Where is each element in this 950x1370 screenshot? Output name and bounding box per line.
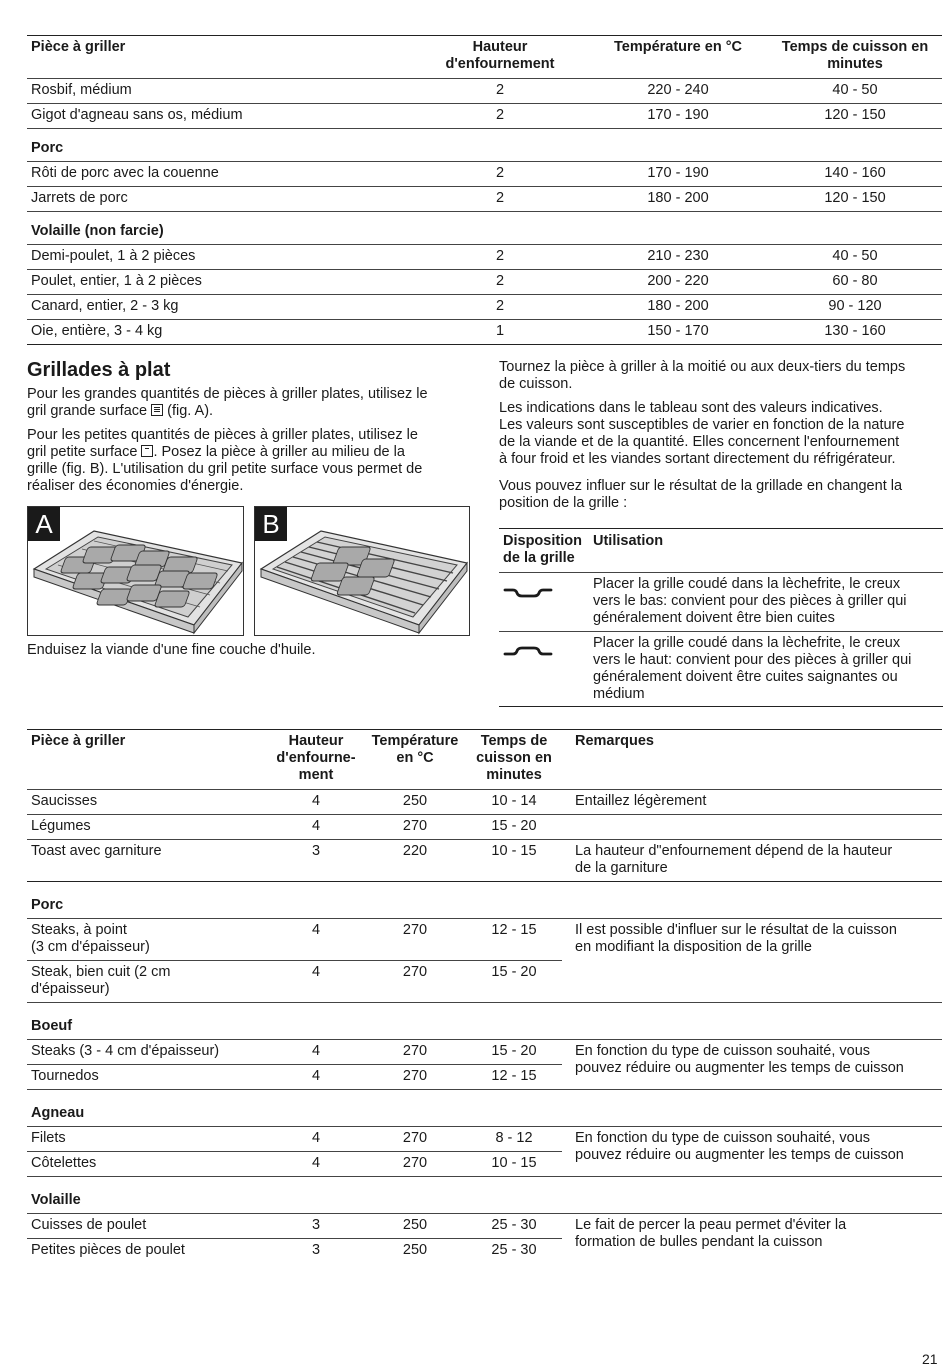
cell-remarque: formation de bulles pendant la cuisson	[575, 1234, 823, 1250]
cell-temps: 120 - 150	[824, 107, 886, 123]
text-line: Les valeurs sont susceptibles de varier en fonction de la nature	[499, 417, 905, 433]
cell-temperature: 270	[402, 922, 428, 938]
section-heading: Volaille (non farcie)	[31, 223, 164, 239]
section-heading: Porc	[31, 897, 64, 913]
cell-temperature: 270	[402, 964, 428, 980]
col-header-remarques: Remarques	[575, 733, 654, 749]
cell-remarque: Entaillez légèrement	[575, 793, 707, 809]
cell-temperature: 180 - 200	[647, 190, 709, 206]
cell-temps: 60 - 80	[832, 273, 878, 289]
cell-piece: Poulet, entier, 1 à 2 pièces	[31, 273, 202, 289]
text-span: gril petite surface	[27, 444, 142, 460]
cell-piece: Cuisses de poulet	[31, 1217, 147, 1233]
table-rule	[499, 572, 943, 573]
cell-temperature: 200 - 220	[647, 273, 709, 289]
cell-hauteur: 4	[311, 1155, 321, 1171]
cell-piece: Steaks (3 - 4 cm d'épaisseur)	[31, 1043, 220, 1059]
text-line: Tournez la pièce à griller à la moitié ou aux deux-tiers du temps	[499, 359, 906, 375]
cell-temperature: 250	[402, 1217, 428, 1233]
cell-temperature: 250	[402, 793, 428, 809]
cell-temps: 15 - 20	[491, 818, 537, 834]
cell-temps: 8 - 12	[495, 1130, 533, 1146]
text-line: Placer la grille coudé dans la lèchefrite, le creux	[593, 576, 901, 592]
table-rule	[27, 78, 942, 79]
col-header-piece: Pièce à griller	[31, 39, 126, 55]
cell-temps: 10 - 14	[491, 793, 537, 809]
table-rule	[27, 1176, 942, 1177]
cell-hauteur: 4	[311, 793, 321, 809]
cell-temps: 40 - 50	[832, 82, 878, 98]
col-header-disposition: de la grille	[503, 550, 575, 566]
table-rule	[27, 161, 942, 162]
cell-piece: Côtelettes	[31, 1155, 97, 1171]
text-line: de la viande et de la quantité. Elles concernent l'enfournement	[499, 434, 900, 450]
cell-hauteur: 2	[495, 107, 505, 123]
cell-piece: Steaks, à point	[31, 922, 127, 938]
cell-hauteur: 3	[311, 1242, 321, 1258]
cell-hauteur: 2	[495, 190, 505, 206]
text-line: généralement doivent être cuites saignantes ou	[593, 669, 898, 685]
cell-temps: 10 - 15	[491, 843, 537, 859]
cell-hauteur: 1	[495, 323, 505, 339]
cell-remarque: Le fait de percer la peau permet d'éviter la	[575, 1217, 847, 1233]
text-line: généralement doivent être bien cuites	[593, 610, 835, 626]
cell-piece: Tournedos	[31, 1068, 99, 1084]
section-heading: Agneau	[31, 1105, 85, 1121]
figure-b	[254, 506, 470, 636]
cell-temps: 15 - 20	[491, 964, 537, 980]
col-header-hauteur: Hauteur d'enfournement	[445, 39, 555, 72]
cell-temperature: 270	[402, 1043, 428, 1059]
text-line: Pour les petites quantités de pièces à griller plates, utilisez le	[27, 427, 418, 443]
table-rule	[27, 1002, 942, 1003]
text-line: Les indications dans le tableau sont des valeurs indicatives.	[499, 400, 883, 416]
table-rule	[27, 319, 942, 320]
col-header-hauteur: d'enfourne-	[276, 750, 356, 766]
table-rule	[499, 528, 943, 529]
figure-caption: Enduisez la viande d'une fine couche d'huile.	[27, 642, 316, 658]
cell-hauteur: 4	[311, 922, 321, 938]
table-rule	[27, 294, 942, 295]
rack-up-icon	[503, 643, 553, 659]
text-line: position de la grille :	[499, 495, 628, 511]
text-line: vers le haut: convient pour des pièces à griller qui	[593, 652, 912, 668]
text-line	[27, 403, 213, 420]
text-span: . Posez la pièce à griller au milieu de la	[153, 444, 405, 460]
cell-hauteur: 4	[311, 1130, 321, 1146]
cell-piece: Demi-poulet, 1 à 2 pièces	[31, 248, 196, 264]
table-rule	[27, 881, 942, 882]
table-rule	[27, 1238, 562, 1239]
text-line: réaliser des économies d'énergie.	[27, 478, 244, 494]
col-header-piece: Pièce à griller	[31, 733, 126, 749]
col-header-temps: cuisson en	[476, 750, 552, 766]
table-rule	[27, 1064, 562, 1065]
figure-label: A	[28, 507, 60, 541]
table-rule	[27, 211, 942, 212]
table-rule	[27, 244, 942, 245]
text-line: grille (fig. B). L'utilisation du gril petite surface vous permet de	[27, 461, 423, 477]
cell-remarque: en modifiant la disposition de la grille	[575, 939, 812, 955]
text-span: gril grande surface	[27, 403, 152, 419]
cell-hauteur: 2	[495, 298, 505, 314]
cell-piece: Gigot d'agneau sans os, médium	[31, 107, 243, 123]
cell-piece: Steak, bien cuit (2 cm	[31, 964, 171, 980]
col-header-temperature: Température en °C	[613, 39, 742, 55]
cell-remarque: En fonction du type de cuisson souhaité, vous	[575, 1130, 871, 1146]
text-line	[27, 444, 405, 461]
figure-label: B	[255, 507, 287, 541]
rack-down-icon	[503, 585, 553, 601]
cell-temperature: 180 - 200	[647, 298, 709, 314]
cell-temps: 25 - 30	[491, 1242, 537, 1258]
cell-piece: Rosbif, médium	[31, 82, 132, 98]
cell-temperature: 150 - 170	[647, 323, 709, 339]
cell-temperature: 270	[402, 1068, 428, 1084]
cell-hauteur: 4	[311, 818, 321, 834]
large-grill-tray-illustration	[28, 507, 244, 636]
cell-temps: 140 - 160	[824, 165, 886, 181]
cell-temperature: 210 - 230	[647, 248, 709, 264]
cell-hauteur: 2	[495, 273, 505, 289]
cell-temps: 90 - 120	[828, 298, 882, 314]
table-rule	[27, 729, 942, 730]
cell-hauteur: 3	[311, 1217, 321, 1233]
cell-piece: Jarrets de porc	[31, 190, 128, 206]
col-header-hauteur: ment	[298, 767, 334, 783]
cell-temps: 130 - 160	[824, 323, 886, 339]
text-line: Pour les grandes quantités de pièces à griller plates, utilisez le	[27, 386, 428, 402]
table-rule	[27, 918, 942, 919]
cell-remarque: de la garniture	[575, 860, 668, 876]
large-grill-icon	[151, 404, 163, 416]
cell-temperature: 170 - 190	[647, 165, 709, 181]
col-header-temps: minutes	[486, 767, 542, 783]
table-rule	[27, 960, 562, 961]
page-number: 21	[922, 1351, 938, 1367]
cell-hauteur: 4	[311, 964, 321, 980]
cell-hauteur: 2	[495, 82, 505, 98]
cell-piece: Oie, entière, 3 - 4 kg	[31, 323, 163, 339]
table-rule	[27, 128, 942, 129]
figure-a	[27, 506, 244, 636]
text-line: médium	[593, 686, 645, 702]
col-header-temperature: en °C	[396, 750, 434, 766]
cell-remarque: En fonction du type de cuisson souhaité, vous	[575, 1043, 871, 1059]
cell-piece: Légumes	[31, 818, 91, 834]
col-header-temps: Temps de cuisson en minutes	[781, 39, 929, 72]
cell-temperature: 270	[402, 1130, 428, 1146]
cell-temps: 10 - 15	[491, 1155, 537, 1171]
cell-hauteur: 4	[311, 1043, 321, 1059]
table-rule	[27, 344, 942, 345]
cell-piece: (3 cm d'épaisseur)	[31, 939, 150, 955]
text-line: à four froid et les viandes sortant directement du réfrigérateur.	[499, 451, 896, 467]
table-rule	[27, 1151, 562, 1152]
table-rule	[27, 1213, 942, 1214]
col-header-hauteur: Hauteur	[288, 733, 344, 749]
cell-temperature: 250	[402, 1242, 428, 1258]
cell-piece: Filets	[31, 1130, 66, 1146]
section-title: Grillades à plat	[27, 359, 171, 381]
table-rule	[27, 35, 942, 36]
cell-piece: Toast avec garniture	[31, 843, 162, 859]
cell-temperature: 220	[402, 843, 428, 859]
table-rule	[27, 269, 942, 270]
cell-temps: 40 - 50	[832, 248, 878, 264]
cell-piece: Rôti de porc avec la couenne	[31, 165, 219, 181]
col-header-disposition: Disposition	[503, 533, 582, 549]
cell-temperature: 270	[402, 1155, 428, 1171]
cell-temperature: 220 - 240	[647, 82, 709, 98]
table-rule	[27, 1089, 942, 1090]
cell-hauteur: 2	[495, 248, 505, 264]
cell-temps: 15 - 20	[491, 1043, 537, 1059]
text-line: vers le bas: convient pour des pièces à griller qui	[593, 593, 907, 609]
cell-hauteur: 4	[311, 1068, 321, 1084]
cell-remarque: pouvez réduire ou augmenter les temps de cuisson	[575, 1147, 904, 1163]
cell-temps: 25 - 30	[491, 1217, 537, 1233]
cell-temps: 12 - 15	[491, 922, 537, 938]
cell-temps: 12 - 15	[491, 1068, 537, 1084]
table-rule	[27, 186, 942, 187]
text-line: de cuisson.	[499, 376, 573, 392]
text-line: Placer la grille coudé dans la lèchefrite, le creux	[593, 635, 901, 651]
cell-piece: Petites pièces de poulet	[31, 1242, 185, 1258]
text-line: Vous pouvez influer sur le résultat de la grillade en changent la	[499, 478, 903, 494]
cell-remarque: La hauteur d"enfournement dépend de la hauteur	[575, 843, 893, 859]
table-rule	[27, 814, 942, 815]
cell-piece: d'épaisseur)	[31, 981, 110, 997]
cell-remarque: Il est possible d'influer sur le résultat de la cuisson	[575, 922, 897, 938]
cell-remarque: pouvez réduire ou augmenter les temps de cuisson	[575, 1060, 904, 1076]
cell-hauteur: 2	[495, 165, 505, 181]
small-grill-icon	[141, 445, 153, 457]
section-heading: Volaille	[31, 1192, 81, 1208]
cell-temps: 120 - 150	[824, 190, 886, 206]
table-rule	[27, 1039, 942, 1040]
cell-temperature: 170 - 190	[647, 107, 709, 123]
table-rule	[499, 631, 943, 632]
text-span: (fig. A).	[163, 403, 214, 419]
table-rule	[27, 789, 942, 790]
section-heading: Boeuf	[31, 1018, 73, 1034]
table-rule	[27, 103, 942, 104]
table-rule	[499, 706, 943, 707]
cell-piece: Canard, entier, 2 - 3 kg	[31, 298, 179, 314]
cell-hauteur: 3	[311, 843, 321, 859]
col-header-utilisation: Utilisation	[593, 533, 664, 549]
col-header-temperature: Température	[371, 733, 459, 749]
col-header-temps: Temps de	[480, 733, 548, 749]
cell-piece: Saucisses	[31, 793, 98, 809]
table-rule	[27, 1126, 942, 1127]
table-rule	[27, 839, 942, 840]
small-grill-tray-illustration	[255, 507, 470, 636]
cell-temperature: 270	[402, 818, 428, 834]
section-heading: Porc	[31, 140, 64, 156]
